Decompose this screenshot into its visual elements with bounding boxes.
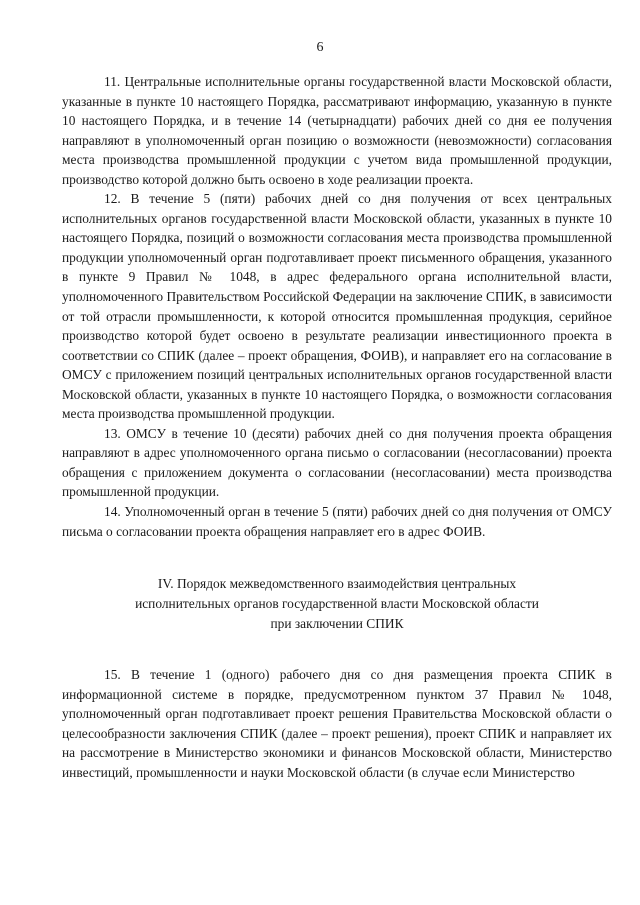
- paragraph-14: 14. Уполномоченный орган в течение 5 (пяти) рабочих дней со дня получения от ОМСУ письма о согласовании проекта обращения направляет его в адрес ФОИВ.: [62, 504, 612, 539]
- section-heading-line-1: IV. Порядок межведомственного взаимодействия центральных: [157, 576, 517, 592]
- section-heading-line-3: при заключении СПИК: [270, 616, 404, 632]
- document-body: [62, 72, 612, 782]
- paragraph-15: 15. В течение 1 (одного) рабочего дня со дня размещения проекта СПИК в информационной системе в порядке, предусмотренном пунктом 37 Правил № 1048, уполномоченный орган подготавливает проект решения Правительства Московской области о целесообразности заключения СПИК (далее – проект решения), проект СПИК и направляет их на рассмотрение в Министерство экономики и финансов Московской области, Министерство инвестиций, промышленности и науки Московской области (в случае если Министерство: [62, 667, 612, 780]
- section-heading-line-2: исполнительных органов государственной власти Московской области: [135, 596, 539, 612]
- paragraph-13: 13. ОМСУ в течение 10 (десяти) рабочих дней со дня получения проекта обращения направляют в адрес уполномоченного органа письмо о согласовании (несогласовании) проекта обращения с приложением документа о согласовании (несогласовании) места производства промышленной продукции.: [62, 425, 612, 500]
- paragraph-11: 11. Центральные исполнительные органы государственной власти Московской области, указанные в пункте 10 настоящего Порядка, рассматривают информацию, указанную в пункте 10 настоящего Порядка, и в течение 14 (четырнадцати) рабочих дней со дня ее получения направляют в уполномоченный орган позицию о возможности (невозможности) согласования места производства промышленной продукции с учетом вида промышленной продукции, производство которой должно быть освоено в ходе реализации проекта.: [62, 74, 612, 187]
- page-number: 6: [316, 40, 324, 55]
- paragraph-12: 12. В течение 5 (пяти) рабочих дней со дня получения от всех центральных исполнительных органов государственной власти Московской области, указанных в пункте 10 настоящего Порядка, позиций о возможности согласования места производства промышленной продукции уполномоченный орган подготавливает проект письменного обращения, указанного в пункте 9 Правил № 1048, в адрес федерального органа исполнительной власти, уполномоченного Правительством Российской Федерации на заключение СПИК, в зависимости от той отрасли промышленности, к которой относится промышленная продукция, серийное производство которой будет освоено в результате реализации инвестиционного проекта в соответствии со СПИК (далее – проект обращения, ФОИВ), и направляет его на согласование в ОМСУ с приложением позиций центральных исполнительных органов государственной власти Московской области, указанных в пункте 10 настоящего Порядка, о возможности согласования места производства промышленной продукции.: [62, 191, 612, 422]
- section-heading: [62, 574, 612, 634]
